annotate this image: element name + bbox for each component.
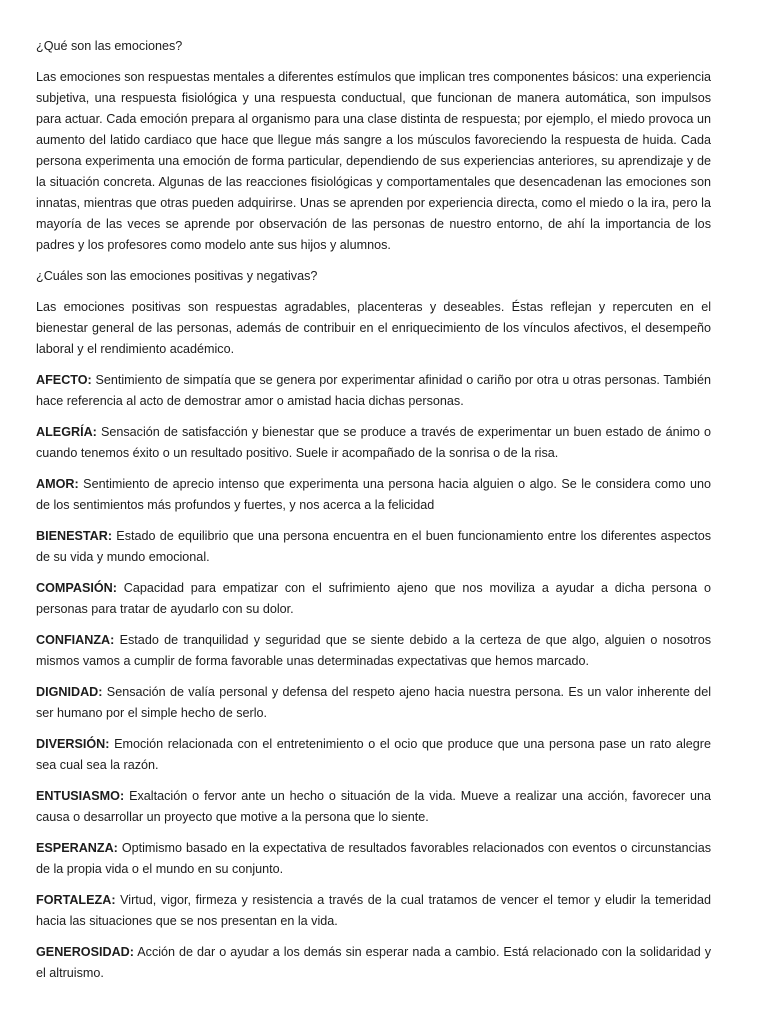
definition-text: Sensación de valía personal y defensa del respeto ajeno hacia nuestra persona. Es un valor inherente del ser humano por el simple hecho de serlo. (36, 685, 711, 720)
definition-term: DIVERSIÓN: (36, 737, 110, 751)
definition-confianza (36, 630, 711, 672)
definition-term: CONFIANZA: (36, 633, 115, 647)
definition-term: FORTALEZA: (36, 893, 116, 907)
definition-generosidad (36, 942, 711, 984)
definition-term: AMOR: (36, 477, 79, 491)
definition-compasion (36, 578, 711, 620)
paragraph-positive-emotions: Las emociones positivas son respuestas agradables, placenteras y deseables. Éstas reflejan y repercuten en el bienestar general de las personas, además de contribuir en el enriquecimiento de los vínculos afectivos, el desempeño laboral y el rendimiento académico. (36, 300, 711, 356)
definition-term: GENEROSIDAD: (36, 945, 134, 959)
definition-term: ESPERANZA: (36, 841, 118, 855)
definition-bienestar (36, 526, 711, 568)
definition-text: Sentimiento de simpatía que se genera por experimentar afinidad o cariño por otra u otras personas. También hace referencia al acto de demostrar amor o amistad hacia dichas personas. (36, 373, 711, 408)
definition-alegria (36, 422, 711, 464)
definition-text: Virtud, vigor, firmeza y resistencia a través de la cual tratamos de vencer el temor y eludir la temeridad hacia las situaciones que se nos presentan en la vida. (36, 893, 711, 928)
section-heading-emotions: ¿Qué son las emociones? (36, 39, 183, 53)
definition-dignidad (36, 682, 711, 724)
definition-diversion (36, 734, 711, 776)
definition-text: Estado de tranquilidad y seguridad que se siente debido a la certeza de que algo, alguien o nosotros mismos vamos a cumplir de forma favorable unas determinadas expectativas que hemos marcado. (36, 633, 711, 668)
definition-term: AFECTO: (36, 373, 92, 387)
definition-esperanza (36, 838, 711, 880)
definition-term: ALEGRÍA: (36, 425, 97, 439)
definition-text: Optimismo basado en la expectativa de resultados favorables relacionados con eventos o circunstancias de la propia vida o el mundo en su conjunto. (36, 841, 711, 876)
definition-text: Acción de dar o ayudar a los demás sin esperar nada a cambio. Está relacionado con la solidaridad y el altruismo. (36, 945, 711, 980)
section-heading-positive-negative: ¿Cuáles son las emociones positivas y negativas? (36, 269, 318, 283)
definition-text: Sentimiento de aprecio intenso que experimenta una persona hacia alguien o algo. Se le considera como uno de los sentimientos más profundos y fuertes, y nos acerca a la felicidad (36, 477, 711, 512)
definition-term: ENTUSIASMO: (36, 789, 125, 803)
definition-text: Sensación de satisfacción y bienestar que se produce a través de experimentar un buen estado de ánimo o cuando tenemos éxito o un resultado positivo. Suele ir acompañado de la sonrisa o de la risa. (36, 425, 711, 460)
paragraph-emotions-definition: Las emociones son respuestas mentales a diferentes estímulos que implican tres componentes básicos: una experiencia subjetiva, una respuesta fisiológica y una respuesta conductual, que funcionan de manera automática, son impulsos para actuar. Cada emoción prepara al organismo para una clase distinta de respuesta; por ejemplo, el miedo provoca un aumento del latido cardiaco que hace que llegue más sangre a los músculos favoreciendo la respuesta de huida. Cada persona experimenta una emoción de forma particular, dependiendo de sus experiencias anteriores, su aprendizaje y de la situación concreta. Algunas de las reacciones fisiológicas y comportamentales que desencadenan las emociones son innatas, mientras que otras pueden adquirirse. Unas se aprenden por experiencia directa, como el miedo o la ira, pero la mayoría de las veces se aprende por observación de las personas de nuestro entorno, de ahí la importancia de los padres y los profesores como modelo ante sus hijos y alumnos. (36, 70, 711, 252)
definition-amor (36, 474, 711, 516)
definition-term: COMPASIÓN: (36, 581, 117, 595)
definition-fortaleza (36, 890, 711, 932)
definition-text: Emoción relacionada con el entretenimiento o el ocio que produce que una persona pase un rato alegre sea cual sea la razón. (36, 737, 711, 772)
definition-text: Capacidad para empatizar con el sufrimiento ajeno que nos moviliza a ayudar a dicha persona o personas para tratar de ayudarlo con su dolor. (36, 581, 711, 616)
definition-text: Exaltación o fervor ante un hecho o situación de la vida. Mueve a realizar una acción, favorecer una causa o desarrollar un proyecto que motive a la persona que lo siente. (36, 789, 711, 824)
definition-term: DIGNIDAD: (36, 685, 103, 699)
definition-afecto (36, 370, 711, 412)
definition-term: BIENESTAR: (36, 529, 113, 543)
definition-text: Estado de equilibrio que una persona encuentra en el buen funcionamiento entre los diferentes aspectos de su vida y mundo emocional. (36, 529, 711, 564)
document-page (36, 36, 711, 994)
definition-entusiasmo (36, 786, 711, 828)
